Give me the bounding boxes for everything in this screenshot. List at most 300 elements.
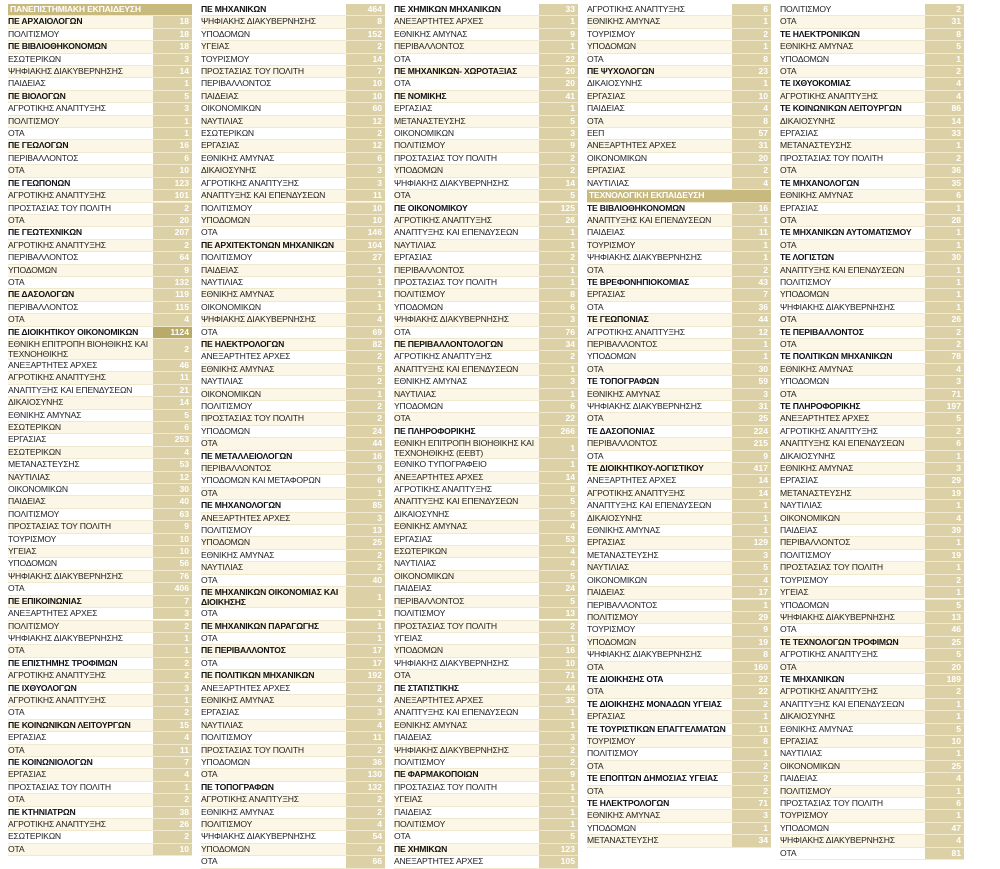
row-label: ΠΕ ΧΗΜΙΚΩΝ ΜΗΧΑΝΙΚΩΝ [394,4,501,14]
row-label: ΥΠΟΔΟΜΩΝ [780,599,829,610]
row-value: 10 [153,546,192,557]
row-label: ΟΙΚΟΝΟΜΙΚΩΝ [8,484,68,495]
row-value: 25 [346,537,385,548]
table-row [394,633,578,645]
table-row [394,831,578,843]
row-value: 2 [153,707,192,718]
category-row [587,314,771,326]
row-label: ΠΡΟΣΤΑΣΙΑΣ ΤΟΥ ΠΟΛΙΤΗ [201,744,304,755]
row-label: ΝΑΥΤΙΛΙΑΣ [780,748,823,759]
row-label: ΠΕΡΙΒΑΛΛΟΝΤΟΣ [8,301,79,312]
table-row [587,748,771,760]
row-value: 36 [925,165,964,176]
table-row [780,848,964,860]
table-row [394,401,578,413]
row-label: ΤΕ ΔΑΣΟΠΟΝΙΑΣ [587,425,655,436]
row-label: ΠΟΛΙΤΙΣΜΟΥ [394,756,446,767]
row-label: ΑΝΑΠΤΥΞΗΣ ΚΑΙ ΕΠΕΝΔΥΣΕΩΝ [394,227,519,238]
row-label: ΨΗΦΙΑΚΗΣ ΔΙΑΚΥΒΕΡΝΗΣΗΣ [394,657,509,668]
row-value: 2 [539,757,578,768]
table-row [8,831,192,843]
table-column-3 [394,4,578,867]
row-value: 6 [925,798,964,809]
table-row [780,302,964,314]
row-label: ΑΓΡΟΤΙΚΗΣ ΑΝΑΠΤΥΞΗΣ [8,694,106,705]
table-row [780,413,964,425]
row-label: ΤΟΥΡΙΣΜΟΥ [587,735,636,746]
table-row [780,54,964,66]
row-label: ΑΝΕΞΑΡΤΗΤΕΣ ΑΡΧΕΣ [201,512,291,523]
row-value: 6 [539,401,578,412]
table-row [394,215,578,227]
row-label: ΑΓΡΟΤΙΚΗΣ ΑΝΑΠΤΥΞΗΣ [8,239,106,250]
row-label: ΠΑΙΔΕΙΑΣ [201,90,239,101]
category-row [8,289,192,301]
table-row [201,178,385,190]
row-value: 3 [153,683,192,694]
row-label: ΟΤΑ [8,128,25,139]
row-label: ΠΕ ΑΡΧΙΤΕΚΤΟΝΩΝ ΜΗΧΑΝΙΚΩΝ [201,239,334,250]
table-row [780,240,964,252]
table-row [587,662,771,674]
row-value: 2 [346,376,385,387]
category-row [780,637,964,649]
table-row [201,190,385,202]
row-value: 2 [346,745,385,756]
row-value: 152 [346,29,385,40]
row-value: 11 [732,227,771,238]
row-label: ΟΤΑ [201,608,218,619]
table-row [8,496,192,508]
table-row [394,720,578,732]
row-value: 2 [539,165,578,176]
table-row [394,509,578,521]
row-value: 44 [539,683,578,694]
row-value: 14 [925,116,964,127]
row-value: 25 [925,761,964,772]
row-value: 24 [539,583,578,594]
row-label: ΕΣΩΤΕΡΙΚΩΝ [201,128,254,139]
row-value: 9 [346,463,385,474]
table-row [8,397,192,409]
table-row [8,240,192,252]
row-value: 85 [346,500,385,511]
category-row [201,4,385,16]
table-row [394,472,578,484]
row-label: ΟΤΑ [8,214,25,225]
row-label: ΔΙΚΑΙΟΣΥΝΗΣ [587,78,643,89]
row-value: 9 [153,521,192,532]
row-label: ΨΗΦΙΑΚΗΣ ΔΙΑΚΥΒΕΡΝΗΣΗΣ [8,632,123,643]
row-value: 41 [539,91,578,102]
table-row [394,558,578,570]
row-value: 406 [153,583,192,594]
table-row [780,451,964,463]
row-value: 1 [925,748,964,759]
row-value: 8 [732,736,771,747]
table-row [780,438,964,450]
row-label: ΠΕ ΜΗΧΑΝΙΚΩΝ ΠΑΡΑΓΩΓΗΣ [201,620,319,631]
row-label: ΕΘΝΙΚΗΣ ΑΜΥΝΑΣ [587,388,661,399]
row-label: ΟΤΑ [8,165,25,176]
row-value: 14 [153,397,192,408]
table-row [201,562,385,574]
row-label: ΕΘΝΙΚΗΣ ΑΜΥΝΑΣ [394,521,468,532]
row-label: ΠΕ ΚΟΙΝΩΝΙΟΛΟΓΩΝ [8,756,93,767]
row-value: 9 [539,769,578,780]
table-row [394,389,578,401]
table-row [394,521,578,533]
table-row [201,66,385,78]
row-label: ΠΕ ΜΗΧΑΝΙΚΩΝ [201,4,267,14]
row-label: ΤΕ ΠΟΛΙΤΙΚΩΝ ΜΗΧΑΝΙΚΩΝ [780,351,893,362]
row-value: 115 [153,302,192,313]
row-label: ΑΝΑΠΤΥΞΗΣ ΚΑΙ ΕΠΕΝΔΥΣΕΩΝ [394,363,519,374]
row-label: ΤΟΥΡΙΣΜΟΥ [780,574,829,585]
row-label: ΠΕΡΙΒΑΛΛΟΝΤΟΣ [394,41,465,52]
table-row [201,277,385,289]
row-label: ΑΝΕΞΑΡΤΗΤΕΣ ΑΡΧΕΣ [394,16,484,27]
row-value: 2 [346,550,385,561]
row-value: 10 [925,736,964,747]
row-value: 78 [925,351,964,362]
row-value: 1 [925,54,964,65]
row-value: 1 [925,451,964,462]
row-label: ΜΕΤΑΝΑΣΤΕΥΣΗΣ [8,459,80,470]
row-label: ΕΘΝΙΚΗΣ ΑΜΥΝΑΣ [394,28,468,39]
row-value: 3 [732,389,771,400]
row-label: ΠΕ ΗΛΕΚΤΡΟΛΟΓΩΝ [201,338,285,349]
row-label: ΤΕ ΕΠΟΠΤΩΝ ΔΗΜΟΣΙΑΣ ΥΓΕΙΑΣ [587,773,719,784]
row-label: ΠΡΟΣΤΑΣΙΑΣ ΤΟΥ ΠΟΛΙΤΗ [8,202,111,213]
category-row [8,41,192,53]
table-row [780,773,964,785]
row-label: ΑΝΕΞΑΡΤΗΤΕΣ ΑΡΧΕΣ [201,351,291,362]
row-value: 1 [925,302,964,313]
table-row [394,128,578,140]
row-label: ΠΑΙΔΕΙΑΣ [8,78,46,89]
row-label: ΠΕ ΤΟΠΟΓΡΑΦΩΝ [201,781,274,792]
row-label: ΤΕ ΜΗΧΑΝΙΚΩΝ ΑΥΤΟΜΑΤΙΣΜΟΥ [780,227,912,238]
row-value: 14 [539,178,578,189]
row-label: ΟΤΑ [201,769,218,780]
row-label: ΑΝΕΞΑΡΤΗΤΕΣ ΑΡΧΕΣ [394,471,484,482]
table-row [780,41,964,53]
table-row [587,128,771,140]
table-row [8,819,192,831]
table-row [780,277,964,289]
row-label: ΕΡΓΑΣΙΑΣ [780,735,819,746]
row-value: 69 [346,327,385,338]
row-label: ΑΓΡΟΤΙΚΗΣ ΑΝΑΠΤΥΞΗΣ [201,794,299,805]
row-value: 266 [539,426,578,437]
table-row [8,459,192,471]
row-label: ΑΓΡΟΤΙΚΗΣ ΑΝΑΠΤΥΞΗΣ [8,103,106,114]
table-row [394,484,578,496]
table-column-5 [780,4,964,858]
row-label: ΕΡΓΑΣΙΑΣ [394,533,433,544]
table-row [394,413,578,425]
row-label: ΔΙΚΑΙΟΣΥΝΗΣ [780,115,836,126]
category-row [587,773,771,785]
row-label: ΥΠΟΔΟΜΩΝ [201,756,250,767]
row-label: ΠΕ ΜΗΧΑΝΟΛΟΓΩΝ [201,500,281,511]
table-row [394,54,578,66]
table-row [394,252,578,264]
row-value: 2 [153,339,192,359]
table-row [394,546,578,558]
row-value: 43 [732,277,771,288]
row-label: ΥΠΟΔΟΜΩΝ ΚΑΙ ΜΕΤΑΦΟΡΩΝ [201,475,321,486]
row-label: ΕΡΓΑΣΙΑΣ [587,165,626,176]
row-value: 2 [153,658,192,669]
row-value: 207 [153,227,192,238]
category-row [780,227,964,239]
row-value: 12 [346,116,385,127]
row-label: ΔΙΚΑΙΟΣΥΝΗΣ [201,165,257,176]
row-value: 44 [346,438,385,449]
row-label: ΠΕ ΠΛΗΡΟΦΟΡΙΚΗΣ [394,425,476,436]
row-label: ΟΤΑ [8,744,25,755]
category-row [394,66,578,78]
section-header [8,4,192,16]
row-value: 1 [925,227,964,238]
row-value: 33 [539,4,578,15]
category-row [587,463,771,475]
row-value: 3 [539,732,578,743]
row-label: ΑΝΑΠΤΥΞΗΣ ΚΑΙ ΕΠΕΝΔΥΣΕΩΝ [587,214,712,225]
row-value: 1 [925,277,964,288]
row-value: 1 [732,240,771,251]
table-row [201,128,385,140]
row-label: ΠΟΛΙΤΙΣΜΟΥ [8,620,60,631]
row-label: ΕΣΩΤΕΡΙΚΩΝ [8,53,61,64]
row-label: ΕΡΓΑΣΙΑΣ [780,475,819,486]
row-label: ΟΙΚΟΝΟΜΙΚΩΝ [201,103,261,114]
row-value: 8 [732,116,771,127]
table-row [201,438,385,450]
row-value: 4 [925,364,964,375]
table-row [780,537,964,549]
row-value: 14 [732,488,771,499]
table-row [394,534,578,546]
table-row [587,16,771,28]
table-row [201,265,385,277]
row-label: ΠΕΡΙΒΑΛΛΟΝΤΟΣ [394,595,465,606]
row-label: ΕΡΓΑΣΙΑΣ [587,90,626,101]
table-row [394,459,578,471]
table-row [587,525,771,537]
category-row [201,645,385,657]
category-row [394,339,578,351]
row-label: ΟΤΑ [587,363,604,374]
table-row [394,240,578,252]
row-value: 197 [925,401,964,412]
category-row [394,844,578,856]
table-row [394,658,578,670]
row-value: 1 [539,41,578,52]
table-row [394,695,578,707]
category-row [587,426,771,438]
row-label: ΥΠΟΔΟΜΩΝ [780,376,829,387]
row-value: 2 [539,252,578,263]
row-value: 3 [346,707,385,718]
row-value: 31 [732,401,771,412]
row-value: 189 [925,674,964,685]
category-row [780,401,964,413]
row-value: 1 [346,488,385,499]
row-value: 2 [346,351,385,362]
row-value: 29 [732,612,771,623]
row-label: ΟΤΑ [8,843,25,854]
row-label: ΠΕ ΓΕΩΤΕΧΝΙΚΩΝ [8,227,82,238]
row-label: ΤΕΧΝΟΛΟΓΙΚΗ ΕΚΠΑΙΔΕΥΣΗ [589,190,705,201]
row-value: 24 [346,426,385,437]
row-label: ΠΡΟΣΤΑΣΙΑΣ ΤΟΥ ΠΟΛΙΤΗ [780,798,883,808]
row-value: 101 [153,190,192,201]
table-row [587,786,771,798]
row-label: ΕΘΝΙΚΗΣ ΑΜΥΝΑΣ [201,152,275,163]
row-value: 2 [732,165,771,176]
category-row [8,596,192,608]
row-label: ΟΤΑ [8,794,25,805]
row-label: ΑΓΡΟΤΙΚΗΣ ΑΝΑΠΤΥΞΗΣ [8,819,106,829]
table-row [201,513,385,525]
row-label: ΟΤΑ [394,190,411,201]
row-value: 3 [539,128,578,139]
row-label: ΨΗΦΙΑΚΗΣ ΔΙΑΚΥΒΕΡΝΗΣΗΣ [394,177,509,188]
table-row [201,807,385,819]
row-value: 5 [925,600,964,611]
row-label: ΠΑΙΔΕΙΑΣ [587,103,625,114]
row-value: 86 [925,103,964,114]
row-label: ΠΡΟΣΤΑΣΙΑΣ ΤΟΥ ΠΟΛΙΤΗ [394,620,497,631]
row-label: ΠΑΙΔΕΙΑΣ [394,732,432,743]
row-value: 40 [153,496,192,507]
table-row [201,475,385,487]
table-row [8,745,192,757]
table-row [394,608,578,620]
category-row [8,327,192,339]
row-value: 1 [732,252,771,263]
table-row [201,575,385,587]
row-value: 16 [539,645,578,656]
row-value: 5 [539,596,578,607]
table-row [8,29,192,41]
row-value: 14 [732,475,771,486]
row-value: 1 [346,633,385,644]
table-row [394,165,578,177]
row-value: 2 [732,29,771,40]
row-label: ΟΤΑ [201,487,218,498]
row-label: ΑΝΕΞΑΡΤΗΤΕΣ ΑΡΧΕΣ [587,140,677,151]
row-label: ΟΙΚΟΝΟΜΙΚΩΝ [780,760,840,771]
row-value: 8 [925,29,964,40]
row-value: 1 [539,16,578,27]
table-row [780,66,964,78]
row-label: ΨΗΦΙΑΚΗΣ ΔΙΑΚΥΒΕΡΝΗΣΗΣ [394,314,509,325]
row-label: ΑΝΕΞΑΡΤΗΤΕΣ ΑΡΧΕΣ [8,608,98,619]
table-row [201,463,385,475]
table-row [201,488,385,500]
row-value: 13 [925,612,964,623]
row-value: 21 [153,385,192,396]
row-value: 1 [539,782,578,793]
table-row [8,66,192,78]
table-row [394,745,578,757]
table-row [780,215,964,227]
row-label: ΠΡΟΣΤΑΣΙΑΣ ΤΟΥ ΠΟΛΙΤΗ [780,562,883,573]
row-label: ΑΝΑΠΤΥΞΗΣ ΚΑΙ ΕΠΕΝΔΥΣΕΩΝ [394,707,519,718]
row-value: 1 [539,265,578,276]
table-row [8,410,192,422]
row-label: ΔΙΚΑΙΟΣΥΝΗΣ [8,397,64,408]
row-value: 3 [925,463,964,474]
row-label: ΤΕ ΒΡΕΦΟΝΗΠΙΟΚΟΜΙΑΣ [587,276,690,287]
table-row [587,165,771,177]
row-label: ΥΠΟΔΟΜΩΝ [780,822,829,833]
table-row [780,116,964,128]
row-label: ΠΡΟΣΤΑΣΙΑΣ ΤΟΥ ΠΟΛΙΤΗ [8,521,111,532]
row-label: ΟΤΑ [780,165,797,176]
table-row [587,600,771,612]
table-row [780,165,964,177]
row-value: 1 [732,339,771,350]
row-value: 1 [346,289,385,300]
row-label: ΟΤΑ [201,326,218,337]
category-row [8,91,192,103]
table-row [587,140,771,152]
row-value: 11 [153,745,192,756]
row-value: 1 [539,707,578,718]
row-value: 1 [346,265,385,276]
row-label: ΠΕ ΜΗΧΑΝΙΚΩΝ ΟΙΚΟΝΟΜΙΑΣ ΚΑΙ ΔΙΟΙΚΗΣΗΣ [201,587,339,608]
row-label: ΕΡΓΑΣΙΑΣ [201,707,240,718]
table-row [394,583,578,595]
table-row [780,203,964,215]
row-value: 2 [925,327,964,338]
row-label: ΟΤΑ [8,276,25,287]
category-row [394,203,578,215]
table-row [8,695,192,707]
row-value: 60 [346,103,385,114]
row-label: ΨΗΦΙΑΚΗΣ ΔΙΑΚΥΒΕΡΝΗΣΗΣ [201,314,316,325]
row-label: ΟΤΑ [780,314,797,325]
row-label: ΑΓΡΟΤΙΚΗΣ ΑΝΑΠΤΥΞΗΣ [780,649,878,660]
row-value: 10 [732,91,771,102]
table-row [587,637,771,649]
table-row [780,624,964,636]
table-row [394,277,578,289]
row-label: ΠΕ ΟΙΚΟΝΟΜΙΚΟΥ [394,202,468,213]
row-label: ΟΤΑ [587,301,604,312]
row-value: 1 [539,819,578,830]
table-row [587,413,771,425]
row-label: ΠΟΛΙΤΙΣΜΟΥ [394,608,446,619]
row-label: ΠΕ ΚΟΙΝΩΝΙΚΩΝ ΛΕΙΤΟΥΡΓΩΝ [8,719,131,730]
table-row [8,103,192,115]
row-label: ΠΟΛΙΤΙΣΜΟΥ [8,28,60,39]
row-label: ΟΤΑ [780,66,797,77]
row-label: ΑΓΡΟΤΙΚΗΣ ΑΝΑΠΤΥΞΗΣ [201,177,299,188]
table-row [780,265,964,277]
table-row [780,748,964,760]
row-value: 4 [539,521,578,532]
table-row [8,844,192,856]
row-value: 2 [346,562,385,573]
row-value: 22 [732,686,771,697]
row-label: ΠΟΛΙΤΙΣΜΟΥ [201,202,253,213]
